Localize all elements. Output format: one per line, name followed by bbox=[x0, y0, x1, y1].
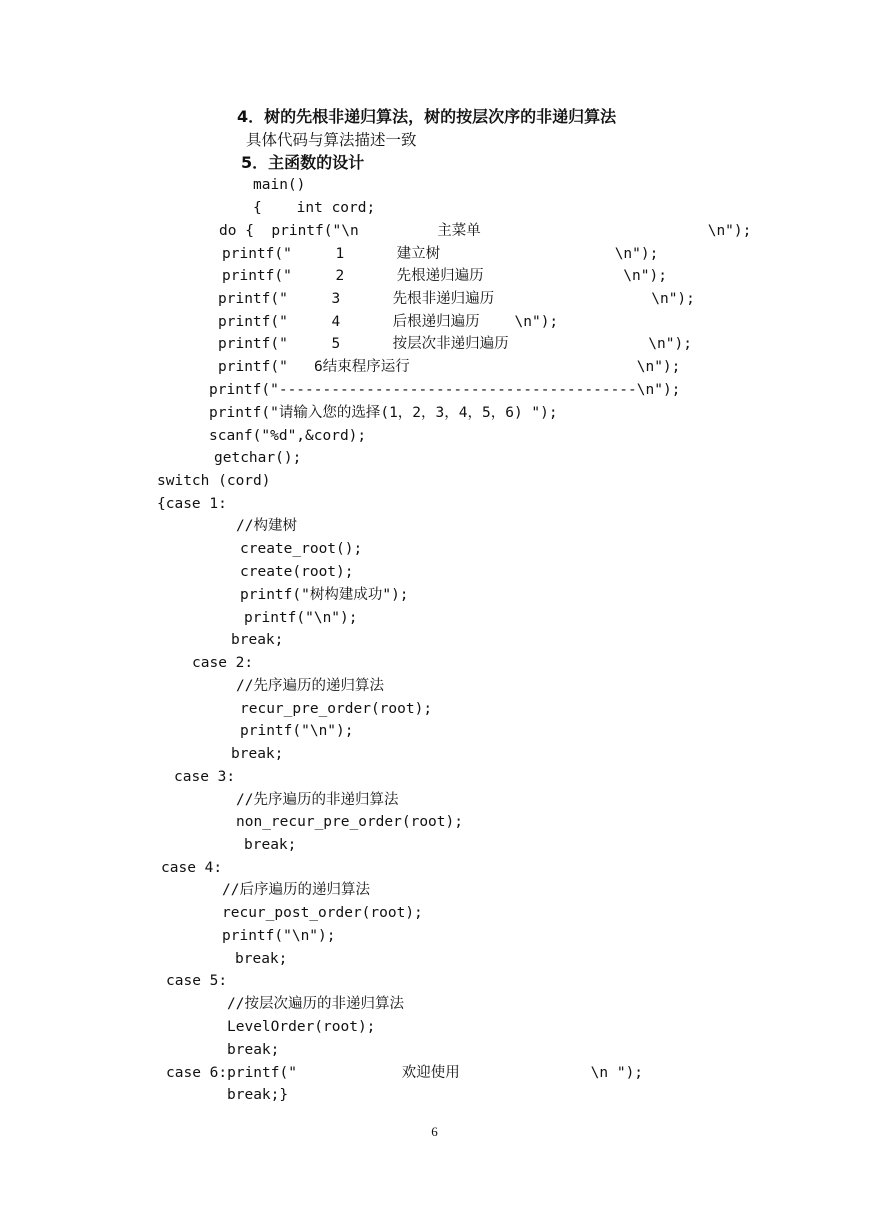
code-line: break; bbox=[227, 1042, 280, 1058]
code-line: case 2: bbox=[192, 655, 254, 671]
code-line: printf(" 5 按层次非递归遍历 \n"); bbox=[218, 336, 692, 352]
section-5-heading: 5．主函数的设计 bbox=[241, 153, 365, 172]
code-line: printf(" 3 先根非递归遍历 \n"); bbox=[218, 291, 695, 307]
code-line: break; bbox=[244, 837, 297, 853]
code-line: break; bbox=[235, 951, 288, 967]
code-line: break;} bbox=[227, 1087, 289, 1103]
code-line: //先序遍历的非递归算法 bbox=[236, 792, 399, 808]
code-line: printf(" 4 后根递归遍历 \n"); bbox=[218, 314, 559, 330]
code-line: getchar(); bbox=[214, 450, 302, 466]
code-line: case 6:printf(" 欢迎使用 \n "); bbox=[166, 1065, 644, 1081]
code-line: non_recur_pre_order(root); bbox=[236, 814, 463, 830]
code-line: printf("\n"); bbox=[222, 928, 336, 944]
code-line: printf(" 2 先根递归遍历 \n"); bbox=[222, 268, 667, 284]
code-line: //构建树 bbox=[236, 518, 297, 534]
code-line: break; bbox=[231, 632, 284, 648]
code-line: recur_post_order(root); bbox=[222, 905, 423, 921]
section-4-text: 具体代码与算法描述一致 bbox=[246, 131, 417, 149]
code-line: //先序遍历的递归算法 bbox=[236, 678, 384, 694]
code-line: printf(" 1 建立树 \n"); bbox=[222, 246, 659, 262]
code-line: printf("-----------------------------------------\n"); bbox=[209, 382, 681, 398]
code-line: printf("树构建成功"); bbox=[240, 587, 409, 603]
code-line: { int cord; bbox=[253, 200, 376, 216]
code-line: printf("请输入您的选择(1，2，3，4，5，6) "); bbox=[209, 405, 558, 421]
code-line: case 4: bbox=[161, 860, 223, 876]
code-line: switch (cord) bbox=[157, 473, 271, 489]
code-line: //按层次遍历的非递归算法 bbox=[227, 996, 404, 1012]
code-line: create_root(); bbox=[240, 541, 363, 557]
code-line: printf(" 6结束程序运行 \n"); bbox=[218, 359, 681, 375]
code-line: case 5: bbox=[166, 973, 228, 989]
code-line: case 3: bbox=[174, 769, 236, 785]
code-line: main() bbox=[253, 177, 306, 193]
code-line: printf("\n"); bbox=[240, 723, 354, 739]
code-line: //后序遍历的递归算法 bbox=[222, 882, 370, 898]
code-line: break; bbox=[231, 746, 284, 762]
code-line: create(root); bbox=[240, 564, 354, 580]
code-line: LevelOrder(root); bbox=[227, 1019, 376, 1035]
page-number: 6 bbox=[431, 1124, 438, 1139]
code-line: scanf("%d",&cord); bbox=[209, 428, 367, 444]
code-line: recur_pre_order(root); bbox=[240, 701, 433, 717]
code-line: printf("\n"); bbox=[244, 610, 358, 626]
code-line: {case 1: bbox=[157, 496, 227, 512]
section-4-heading: 4．树的先根非递归算法，树的按层次序的非递归算法 bbox=[237, 107, 617, 126]
code-line: do { printf("\n 主菜单 \n"); bbox=[219, 223, 752, 239]
